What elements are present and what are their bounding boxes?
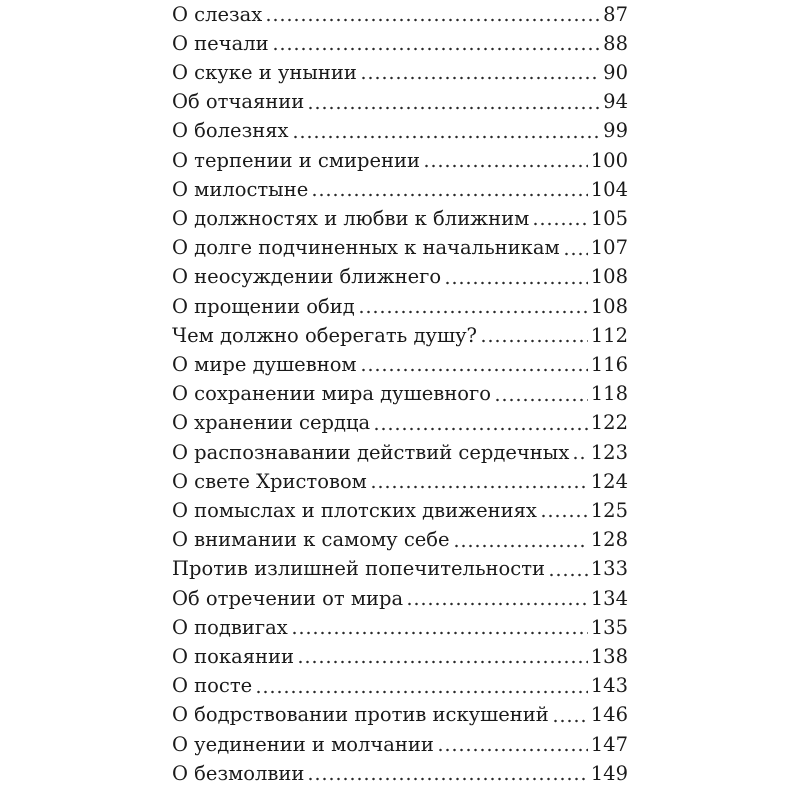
dot-leader bbox=[358, 310, 588, 314]
toc-entry-title: Чем должно оберегать душу? bbox=[172, 323, 478, 347]
toc-entry-title: Против излишней попечительности bbox=[172, 557, 546, 581]
dot-leader bbox=[272, 47, 601, 51]
toc-entry-title: О помыслах и плотских движениях bbox=[172, 498, 537, 522]
toc-entry bbox=[172, 0, 628, 28]
toc-entry-title: О уединении и молчании bbox=[172, 732, 434, 756]
dot-leader bbox=[437, 748, 588, 752]
toc-entry bbox=[172, 58, 628, 86]
toc-entry bbox=[172, 642, 628, 670]
toc-entry-title: О должностях и любви к ближним bbox=[172, 206, 530, 230]
toc-entry-page: 108 bbox=[590, 265, 628, 289]
toc-entry-title: О печали bbox=[172, 31, 269, 55]
toc-entry-page: 128 bbox=[590, 528, 628, 552]
dot-leader bbox=[494, 398, 588, 402]
dot-leader bbox=[444, 281, 588, 285]
table-of-contents bbox=[172, 0, 632, 800]
toc-entry-title: О милостыне bbox=[172, 177, 309, 201]
dot-leader bbox=[373, 427, 588, 431]
toc-entry bbox=[172, 409, 628, 437]
toc-entry-page: 112 bbox=[590, 323, 628, 347]
dot-leader bbox=[423, 164, 588, 168]
dot-leader bbox=[360, 368, 588, 372]
toc-entry-title: О прощении обид bbox=[172, 294, 355, 318]
toc-entry-title: О безмолвии bbox=[172, 761, 305, 785]
toc-entry-page: 107 bbox=[590, 236, 628, 260]
toc-entry-page: 124 bbox=[590, 469, 628, 493]
toc-entry bbox=[172, 350, 628, 378]
toc-entry-title: О посте bbox=[172, 674, 253, 698]
dot-leader bbox=[563, 252, 588, 256]
toc-entry bbox=[172, 701, 628, 729]
dot-leader bbox=[572, 456, 587, 460]
toc-entry-title: О сохранении мира душевного bbox=[172, 382, 491, 406]
toc-entry-title: О бодрствовании против искушений bbox=[172, 703, 549, 727]
dot-leader bbox=[548, 573, 588, 577]
toc-entry bbox=[172, 672, 628, 700]
toc-entry bbox=[172, 584, 628, 612]
toc-entry-page: 146 bbox=[590, 703, 628, 727]
toc-entry-page: 90 bbox=[603, 60, 628, 84]
toc-entry bbox=[172, 438, 628, 466]
toc-entry bbox=[172, 730, 628, 758]
toc-entry-title: О болезнях bbox=[172, 119, 289, 143]
toc-entry bbox=[172, 234, 628, 262]
toc-entry-title: О внимании к самому себе bbox=[172, 528, 450, 552]
toc-entry-page: 99 bbox=[603, 119, 628, 143]
toc-entry-title: О скуке и унынии bbox=[172, 60, 357, 84]
toc-entry-title: О слезах bbox=[172, 2, 263, 26]
toc-entry-title: О хранении сердца bbox=[172, 411, 371, 435]
toc-entry-page: 123 bbox=[590, 440, 628, 464]
toc-entry-page: 122 bbox=[590, 411, 628, 435]
toc-entry bbox=[172, 555, 628, 583]
toc-entry-title: О распознавании действий сердечных bbox=[172, 440, 570, 464]
toc-entry bbox=[172, 88, 628, 116]
dot-leader bbox=[453, 544, 588, 548]
toc-entry-page: 138 bbox=[590, 644, 628, 668]
toc-entry-title: О свете Христовом bbox=[172, 469, 367, 493]
dot-leader bbox=[540, 514, 588, 518]
dot-leader bbox=[480, 339, 588, 343]
toc-entry bbox=[172, 380, 628, 408]
dot-leader bbox=[307, 777, 587, 781]
toc-entry bbox=[172, 29, 628, 57]
toc-entry bbox=[172, 175, 628, 203]
toc-entry-page: 133 bbox=[590, 557, 628, 581]
toc-entry-page: 143 bbox=[590, 674, 628, 698]
toc-entry bbox=[172, 263, 628, 291]
dot-leader bbox=[406, 602, 588, 606]
toc-entry-page: 108 bbox=[590, 294, 628, 318]
dot-leader bbox=[291, 631, 588, 635]
toc-entry-page: 87 bbox=[603, 2, 628, 26]
toc-entry-title: О подвигах bbox=[172, 615, 288, 639]
dot-leader bbox=[265, 18, 600, 22]
dot-leader bbox=[292, 135, 601, 139]
toc-entry bbox=[172, 759, 628, 787]
toc-entry-page: 116 bbox=[590, 352, 628, 376]
toc-entry-page: 94 bbox=[603, 90, 628, 114]
dot-leader bbox=[370, 485, 588, 489]
toc-entry bbox=[172, 292, 628, 320]
toc-entry bbox=[172, 146, 628, 174]
toc-entry-page: 149 bbox=[590, 761, 628, 785]
toc-entry-title: О покаянии bbox=[172, 644, 295, 668]
toc-entry-title: Об отречении от мира bbox=[172, 586, 404, 610]
toc-entry-title: О мире душевном bbox=[172, 352, 357, 376]
toc-entry-title: Об отчаянии bbox=[172, 90, 305, 114]
toc-entry-page: 147 bbox=[590, 732, 628, 756]
toc-entry-title: О терпении и смирении bbox=[172, 148, 421, 172]
toc-entry-page: 125 bbox=[590, 498, 628, 522]
toc-entry-page: 88 bbox=[603, 31, 628, 55]
dot-leader bbox=[307, 106, 600, 110]
toc-entry bbox=[172, 117, 628, 145]
dot-leader bbox=[297, 660, 588, 664]
dot-leader bbox=[311, 193, 588, 197]
dot-leader bbox=[552, 719, 588, 723]
toc-entry-title: О долге подчиненных к начальникам bbox=[172, 236, 560, 260]
toc-entry-title: О неосуждении ближнего bbox=[172, 265, 442, 289]
toc-entry bbox=[172, 526, 628, 554]
toc-entry-page: 104 bbox=[590, 177, 628, 201]
toc-entry bbox=[172, 321, 628, 349]
toc-entry bbox=[172, 613, 628, 641]
toc-entry bbox=[172, 204, 628, 232]
dot-leader bbox=[360, 76, 600, 80]
toc-entry-page: 135 bbox=[590, 615, 628, 639]
toc-entry-page: 105 bbox=[590, 206, 628, 230]
dot-leader bbox=[532, 222, 587, 226]
toc-entry-page: 134 bbox=[590, 586, 628, 610]
toc-entry bbox=[172, 496, 628, 524]
toc-entry bbox=[172, 467, 628, 495]
toc-entry-page: 118 bbox=[590, 382, 628, 406]
dot-leader bbox=[255, 690, 588, 694]
toc-entry-page: 100 bbox=[590, 148, 628, 172]
